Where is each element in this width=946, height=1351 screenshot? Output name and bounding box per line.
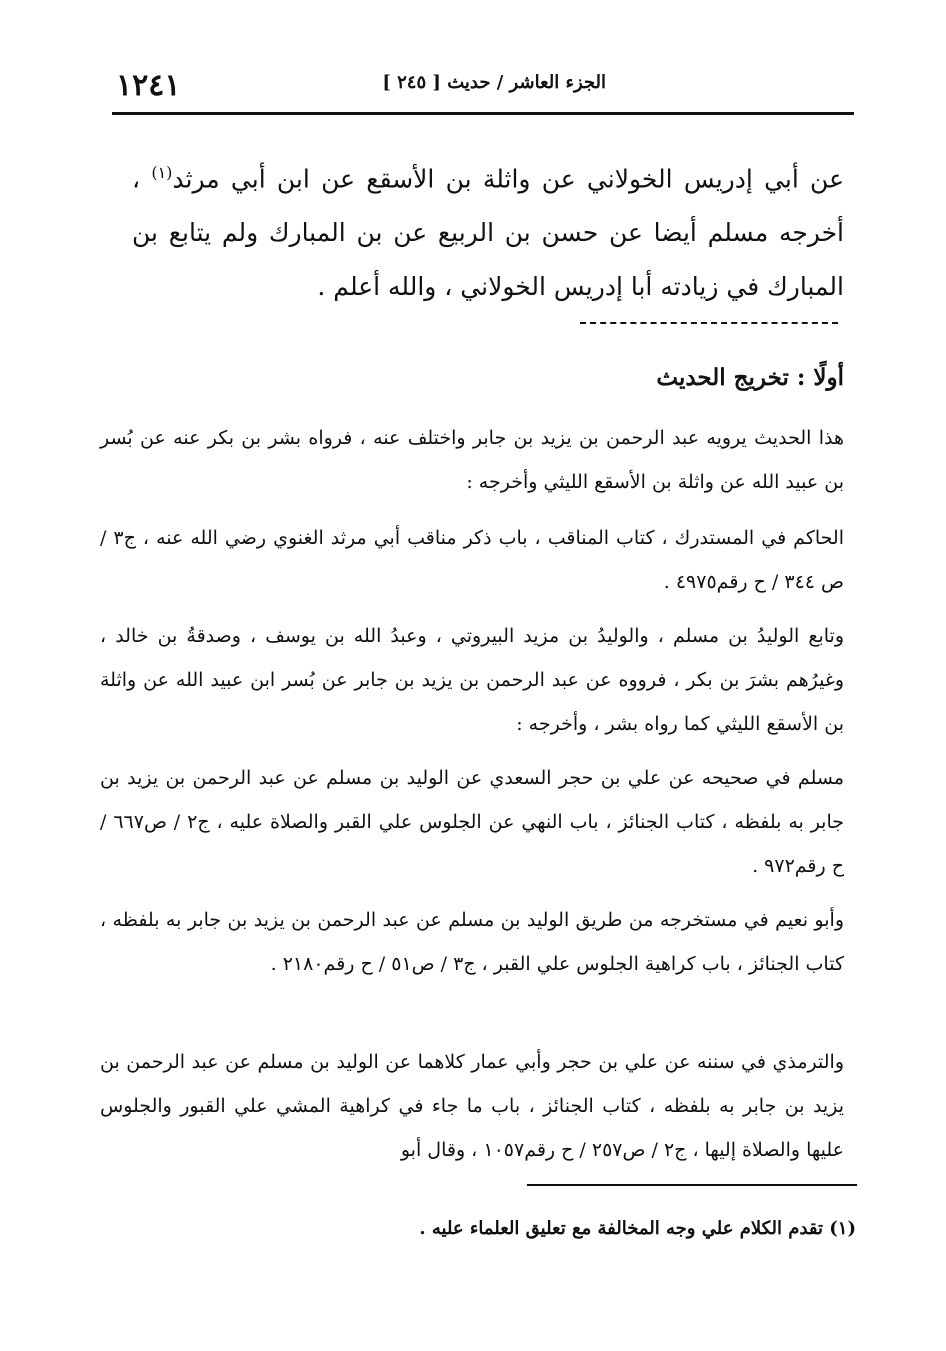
body-paragraph: وأبو نعيم في مستخرجه من طريق الوليد بن مسلم عن عبد الرحمن بن يزيد بن جابر به بلفظه ، كتاب الجنائز ، باب كراهية الجلوس علي القبر ، ج٣ / ص٥١ / ح رقم٢١٨٠ . [100,909,844,975]
footnote-rule [527,1184,857,1186]
page-header [108,62,856,106]
body-paragraph: مسلم في صحيحه عن علي بن حجر السعدي عن الوليد بن مسلم عن عبد الرحمن بن يزيد بن جابر به بلفظه ، كتاب الجنائز ، باب النهي عن الجلوس علي القبر والصلاة عليه ، ج٢ / ص٦٦٧ / ح رقم٩٧٢ . [100,767,844,877]
intro-paragraph [132,146,844,314]
intro-text-after: ، أخرجه مسلم أيضا عن حسن بن الربيع عن بن المبارك ولم يتابع بن المبارك في زيادته أبا إدريس الخولاني ، والله أعلم . [132,164,844,302]
footnote-reference: (١) [151,163,173,182]
dashed-divider [580,322,838,324]
body-paragraph: هذا الحديث يرويه عبد الرحمن بن يزيد بن جابر واختلف عنه ، فرواه بشر بن بكر عنه عن بُسر بن عبيد الله عن واثلة بن الأسقع الليثي وأخرجه : [100,427,844,493]
intro-text-before: عن أبي إدريس الخولاني عن واثلة بن الأسقع عن ابن أبي مرثد [172,164,844,194]
footnote: (١) تقدم الكلام علي وجه المخالفة مع تعليق العلماء عليه . [419,1218,856,1239]
body-paragraph: والترمذي في سننه عن علي بن حجر وأبي عمار كلاهما عن الوليد بن مسلم عن عبد الرحمن بن يزيد بن جابر به بلفظه ، كتاب الجنائز ، باب ما جاء في كراهية المشي علي القبور والجلوس عليها والصلاة إليها ، ج٢ / ص٢٥٧ / ح رقم١٠٥٧ ، وقال أبو [100,1051,844,1161]
running-title: الجزء العاشر / حديث [ ٢٤٥ ] [382,72,606,93]
body-paragraph: وتابع الوليدُ بن مسلم ، والوليدُ بن مزيد البيروتي ، وعبدُ الله بن يوسف ، وصدقةُ بن خالد ، وغيرُهم بشرَ بن بكر ، فرووه عن عبد الرحمن بن يزيد بن جابر عن بُسر ابن عبيد الله عن واثلة بن الأسقع الليثي كما رواه بشر ، وأخرجه : [100,625,844,735]
header-rule [112,112,854,115]
section-heading: أولًا : تخريج الحديث [656,364,844,391]
body-paragraph: الحاكم في المستدرك ، كتاب المناقب ، باب ذكر مناقب أبي مرثد الغنوي رضي الله عنه ، ج٣ / ص ٣٤٤ / ح رقم٤٩٧٥ . [100,527,844,593]
page-number: ١٢٤١ [116,68,181,103]
